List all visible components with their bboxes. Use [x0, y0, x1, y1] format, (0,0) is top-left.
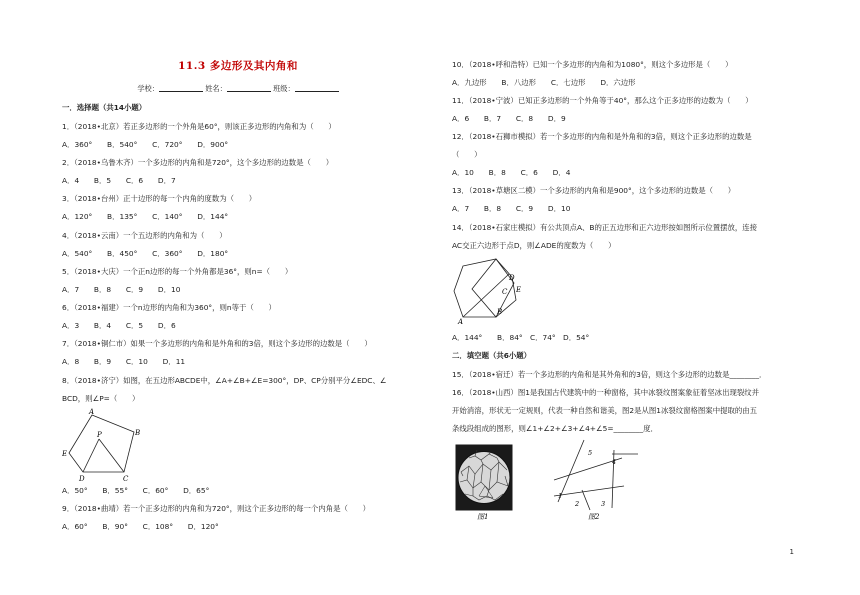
- question-13: 13．（2018•草塘区二模）一个多边形的内角和是900°，这个多边形的边数是（ ）: [452, 186, 736, 195]
- fig2-caption: 图2: [588, 513, 600, 520]
- page-title: 11.3 多边形及其内角和: [178, 60, 298, 72]
- question-4-options: A．540° B．450° C．360° D．180°: [62, 249, 229, 258]
- question-10-options: A．九边形 B．八边形 C．七边形 D．六边形: [452, 78, 636, 87]
- question-2: 2．（2018•乌鲁木齐）一个多边形的内角和是720°，这个多边形的边数是（ ）: [62, 158, 334, 167]
- q14-label-d: D: [509, 274, 515, 282]
- q8-label-c: C: [123, 475, 129, 483]
- question-4: 4．（2018•云南）一个五边形的内角和为（ ）: [62, 231, 227, 240]
- question-7: 7．（2018•铜仁市）如果一个多边形的内角和是外角和的3倍，则这个多边形的边数是（ ）: [62, 339, 372, 348]
- q8-label-e: E: [62, 450, 68, 458]
- question-3-options: A．120° B．135° C．140° D．144°: [62, 212, 229, 221]
- q14-label-e: E: [516, 286, 522, 294]
- section-fill-heading: 二．填空题（共6小题）: [452, 351, 532, 360]
- question-14-options: A．144° B．84° C．74° D．54°: [452, 333, 590, 342]
- question-16-line-2: 开始消溶，形状无一定规则，代表一种自然和谐美，图2是从图1冰裂纹窗格图案中提取的由五: [452, 406, 758, 415]
- question-9-options: A．60° B．90° C．108° D．120°: [62, 522, 219, 531]
- name-label: 姓名：: [205, 84, 227, 93]
- q14-label-b: B: [497, 308, 503, 316]
- student-info-line: [62, 84, 414, 94]
- question-3: 3．（2018•台州）正十边形的每一个内角的度数为（ ）: [62, 194, 257, 203]
- question-1-options: A．360° B．540° C．720° D．900°: [62, 140, 229, 149]
- question-14-line-1: 14．（2018•石家庄模拟）有公共顶点A、B的正五边形和正六边形按如图所示位置摆放，连接: [452, 223, 758, 232]
- fig2-angle-3: 3: [601, 500, 606, 508]
- question-5: 5．（2018•大庆）一个正n边形的每一个外角都是36°，则n=（ ）: [62, 267, 293, 276]
- question-1: 1．（2018•北京）若正多边形的一个外角是60°，则该正多边形的内角和为（ ）: [62, 122, 336, 131]
- q8-label-a: A: [89, 408, 95, 416]
- question-11-options: A．6 B．7 C．8 D．9: [452, 114, 566, 123]
- q8-label-b: B: [135, 429, 141, 437]
- question-13-options: A．7 B．8 C．9 D．10: [452, 204, 571, 213]
- q14-label-c: C: [502, 288, 508, 296]
- q14-polygon-figure: [452, 255, 530, 325]
- q8-label-p: P: [97, 431, 102, 439]
- fig2-angle-5: 5: [588, 449, 593, 457]
- fig2-angle-1: 1: [558, 492, 563, 500]
- q16-window-lattice-figure: [455, 444, 513, 520]
- question-2-options: A．4 B．5 C．6 D．7: [62, 176, 176, 185]
- question-8-line-2: BCD，则∠P=（ ）: [62, 394, 140, 403]
- question-12-line-1: 12．（2018•石狮市模拟）若一个多边形的内角和是外角和的3倍，则这个正多边形的边数是: [452, 132, 752, 141]
- fig2-angle-2: 2: [575, 500, 580, 508]
- school-field[interactable]: [159, 84, 203, 92]
- class-label: 班级：: [273, 84, 295, 93]
- question-16-line-3: 条线段组成的图形，则∠1+∠2+∠3+∠4+∠5=________度．: [452, 424, 658, 433]
- fig2-angle-4: 4: [612, 458, 617, 466]
- question-12-options: A．10 B．8 C．6 D．4: [452, 168, 571, 177]
- question-6-options: A．3 B．4 C．5 D．6: [62, 321, 176, 330]
- question-11: 11．（2018•宁波）已知正多边形的一个外角等于40°，那么这个正多边形的边数为（ ）: [452, 96, 753, 105]
- question-8-line-1: 8．（2018•济宁）如图，在五边形ABCDE中，∠A+∠B+∠E=300°，DP、CP分别平分∠EDC、∠: [62, 376, 387, 385]
- question-8-options: A．50° B．55° C．60° D．65°: [62, 486, 210, 495]
- page-number: 1: [789, 548, 794, 556]
- question-5-options: A．7 B．8 C．9 D．10: [62, 285, 181, 294]
- question-9: 9．（2018•曲靖）若一个正多边形的内角和为720°，则这个正多边形的每一个内角是（ ）: [62, 504, 371, 513]
- name-field[interactable]: [227, 84, 271, 92]
- q14-label-a: A: [458, 318, 464, 325]
- school-label: 学校：: [137, 84, 159, 93]
- q8-label-d: D: [79, 475, 85, 483]
- question-16-line-1: 16．（2018•山西）图1是我国古代建筑中的一种窗格，其中冰裂纹图案象征着坚冰出现裂纹并: [452, 388, 760, 397]
- question-15: 15．（2018•宿迁）若一个多边形的内角和是其外角和的3倍，则这个多边形的边数是________．: [452, 370, 767, 379]
- class-field[interactable]: [295, 84, 339, 92]
- question-10: 10．（2018•呼和浩特）已知一个多边形的内角和为1080°，则这个多边形是（ ）: [452, 60, 733, 69]
- q16-segments-figure: [552, 438, 644, 520]
- fig1-caption: 图1: [477, 513, 489, 520]
- question-6: 6．（2018•福建）一个n边形的内角和为360°，则n等于（ ）: [62, 303, 276, 312]
- question-14-line-2: AC交正六边形于点D，则∠ADE的度数为（ ）: [452, 241, 616, 250]
- q8-pentagon-figure: [62, 408, 152, 483]
- question-7-options: A．8 B．9 C．10 D．11: [62, 357, 186, 366]
- section-choice-heading: 一．选择题（共14小题）: [62, 103, 147, 112]
- question-12-line-2: （ ）: [452, 150, 482, 159]
